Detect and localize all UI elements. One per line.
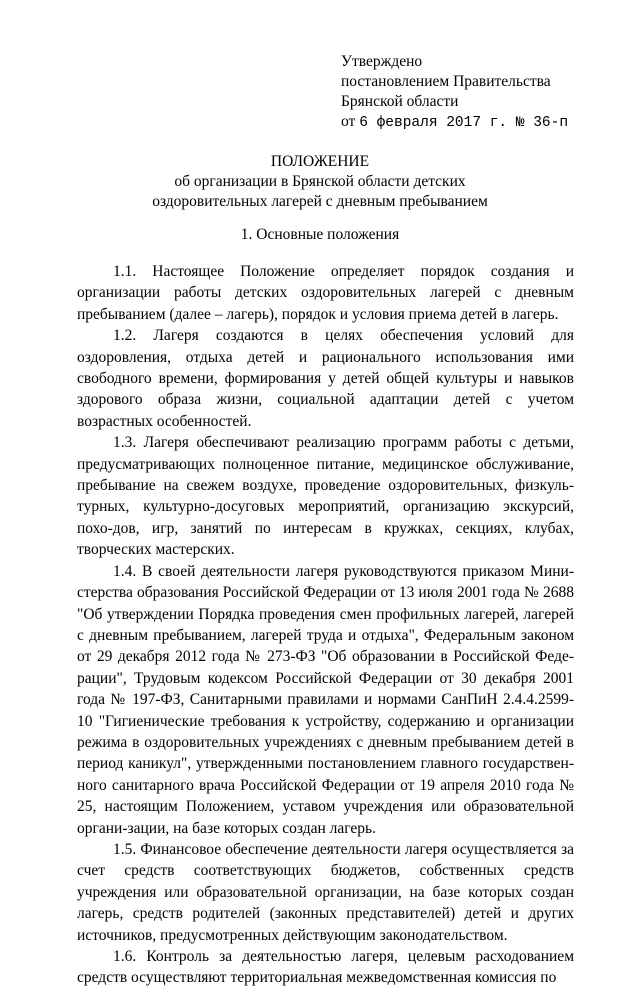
paragraph-1-2: 1.2. Лагеря создаются в целях обеспечения условий для оздоровления, отдыха детей и рационального использования ими свободного времени, формирования у детей общей культуры и навыков здорового образа жизни, социальной адаптации детей с учетом возрастных особенностей.	[77, 327, 574, 430]
title-line-2: об организации в Брянской области детских	[174, 173, 466, 190]
title-line-3: оздоровительных лагерей с дневным пребыванием	[152, 193, 488, 210]
paragraph-1-6: 1.6. Контроль за деятельностью лагеря, целевым расходованием средств осуществляют территориальная межведомственная комиссия по	[77, 948, 574, 987]
approval-line-4	[341, 112, 568, 133]
approval-date-prefix: от	[341, 113, 360, 130]
approval-stamp	[341, 52, 568, 133]
section-heading: 1. Основные положения	[240, 226, 400, 243]
approval-line-2: постановлением Правительства	[341, 73, 551, 90]
paragraph-1-4: 1.4. В своей деятельности лагеря руководствуются приказом Мини-стерства образования Российской Федерации от 13 июля 2001 года № 2688 "Об утверждении Порядка проведения смен профильных лагерей, лагерей с дневным пребыванием, лагерей труда и отдыха", Федеральным законом от 29 декабря 2012 года № 273-ФЗ "Об образовании в Российской Феде-рации", Трудовым кодексом Российской Федерации от 30 декабря 2001 года № 197-ФЗ, Санитарными правилами и нормами СанПиН 2.4.4.2599-10 "Гигиенические требования к устройству, содержанию и организации режима в оздоровительных учреждениях с дневным пребыванием детей в период каникул", утвержденными постановлением главного государствен-ного санитарного врача Российской Федерации от 19 апреля 2010 года № 25, настоящим Положением, уставом учреждения или образовательной органи-зации, на базе которых создан лагерь.	[77, 562, 574, 837]
approval-line-1: Утверждено	[341, 53, 423, 70]
approval-line-3: Брянской области	[341, 93, 459, 110]
paragraph-1-1: 1.1. Настоящее Положение определяет порядок создания и организации работы детских оздоровительных лагерей с дневным пребыванием (далее – лагерь), порядок и условия приема детей в лагерь.	[77, 263, 574, 323]
document-title	[0, 152, 640, 212]
paragraph-1-3: 1.3. Лагеря обеспечивают реализацию программ работы с детьми, предусматривающих полноценное питание, медицинское обслуживание, пребывание на свежем воздухе, проведение оздоровительных, физкуль-турных, культурно-досуговых мероприятий, организацию экскурсий, похо-дов, игр, занятий по интересам в кружках, секциях, клубах, творческих мастерских.	[77, 434, 574, 559]
paragraph-1-5: 1.5. Финансовое обеспечение деятельности лагеря осуществляется за счет средств соответствующих бюджетов, собственных средств учреждения или образовательной организации, на базе которых создан лагерь, средств родителей (законных представителей) детей и других источников, предусмотренных действующим законодательством.	[77, 840, 574, 944]
title-line-1: ПОЛОЖЕНИЕ	[270, 153, 370, 170]
document-body	[77, 261, 574, 989]
approval-date-number: 6 февраля 2017 г. № 36-п	[359, 115, 569, 131]
